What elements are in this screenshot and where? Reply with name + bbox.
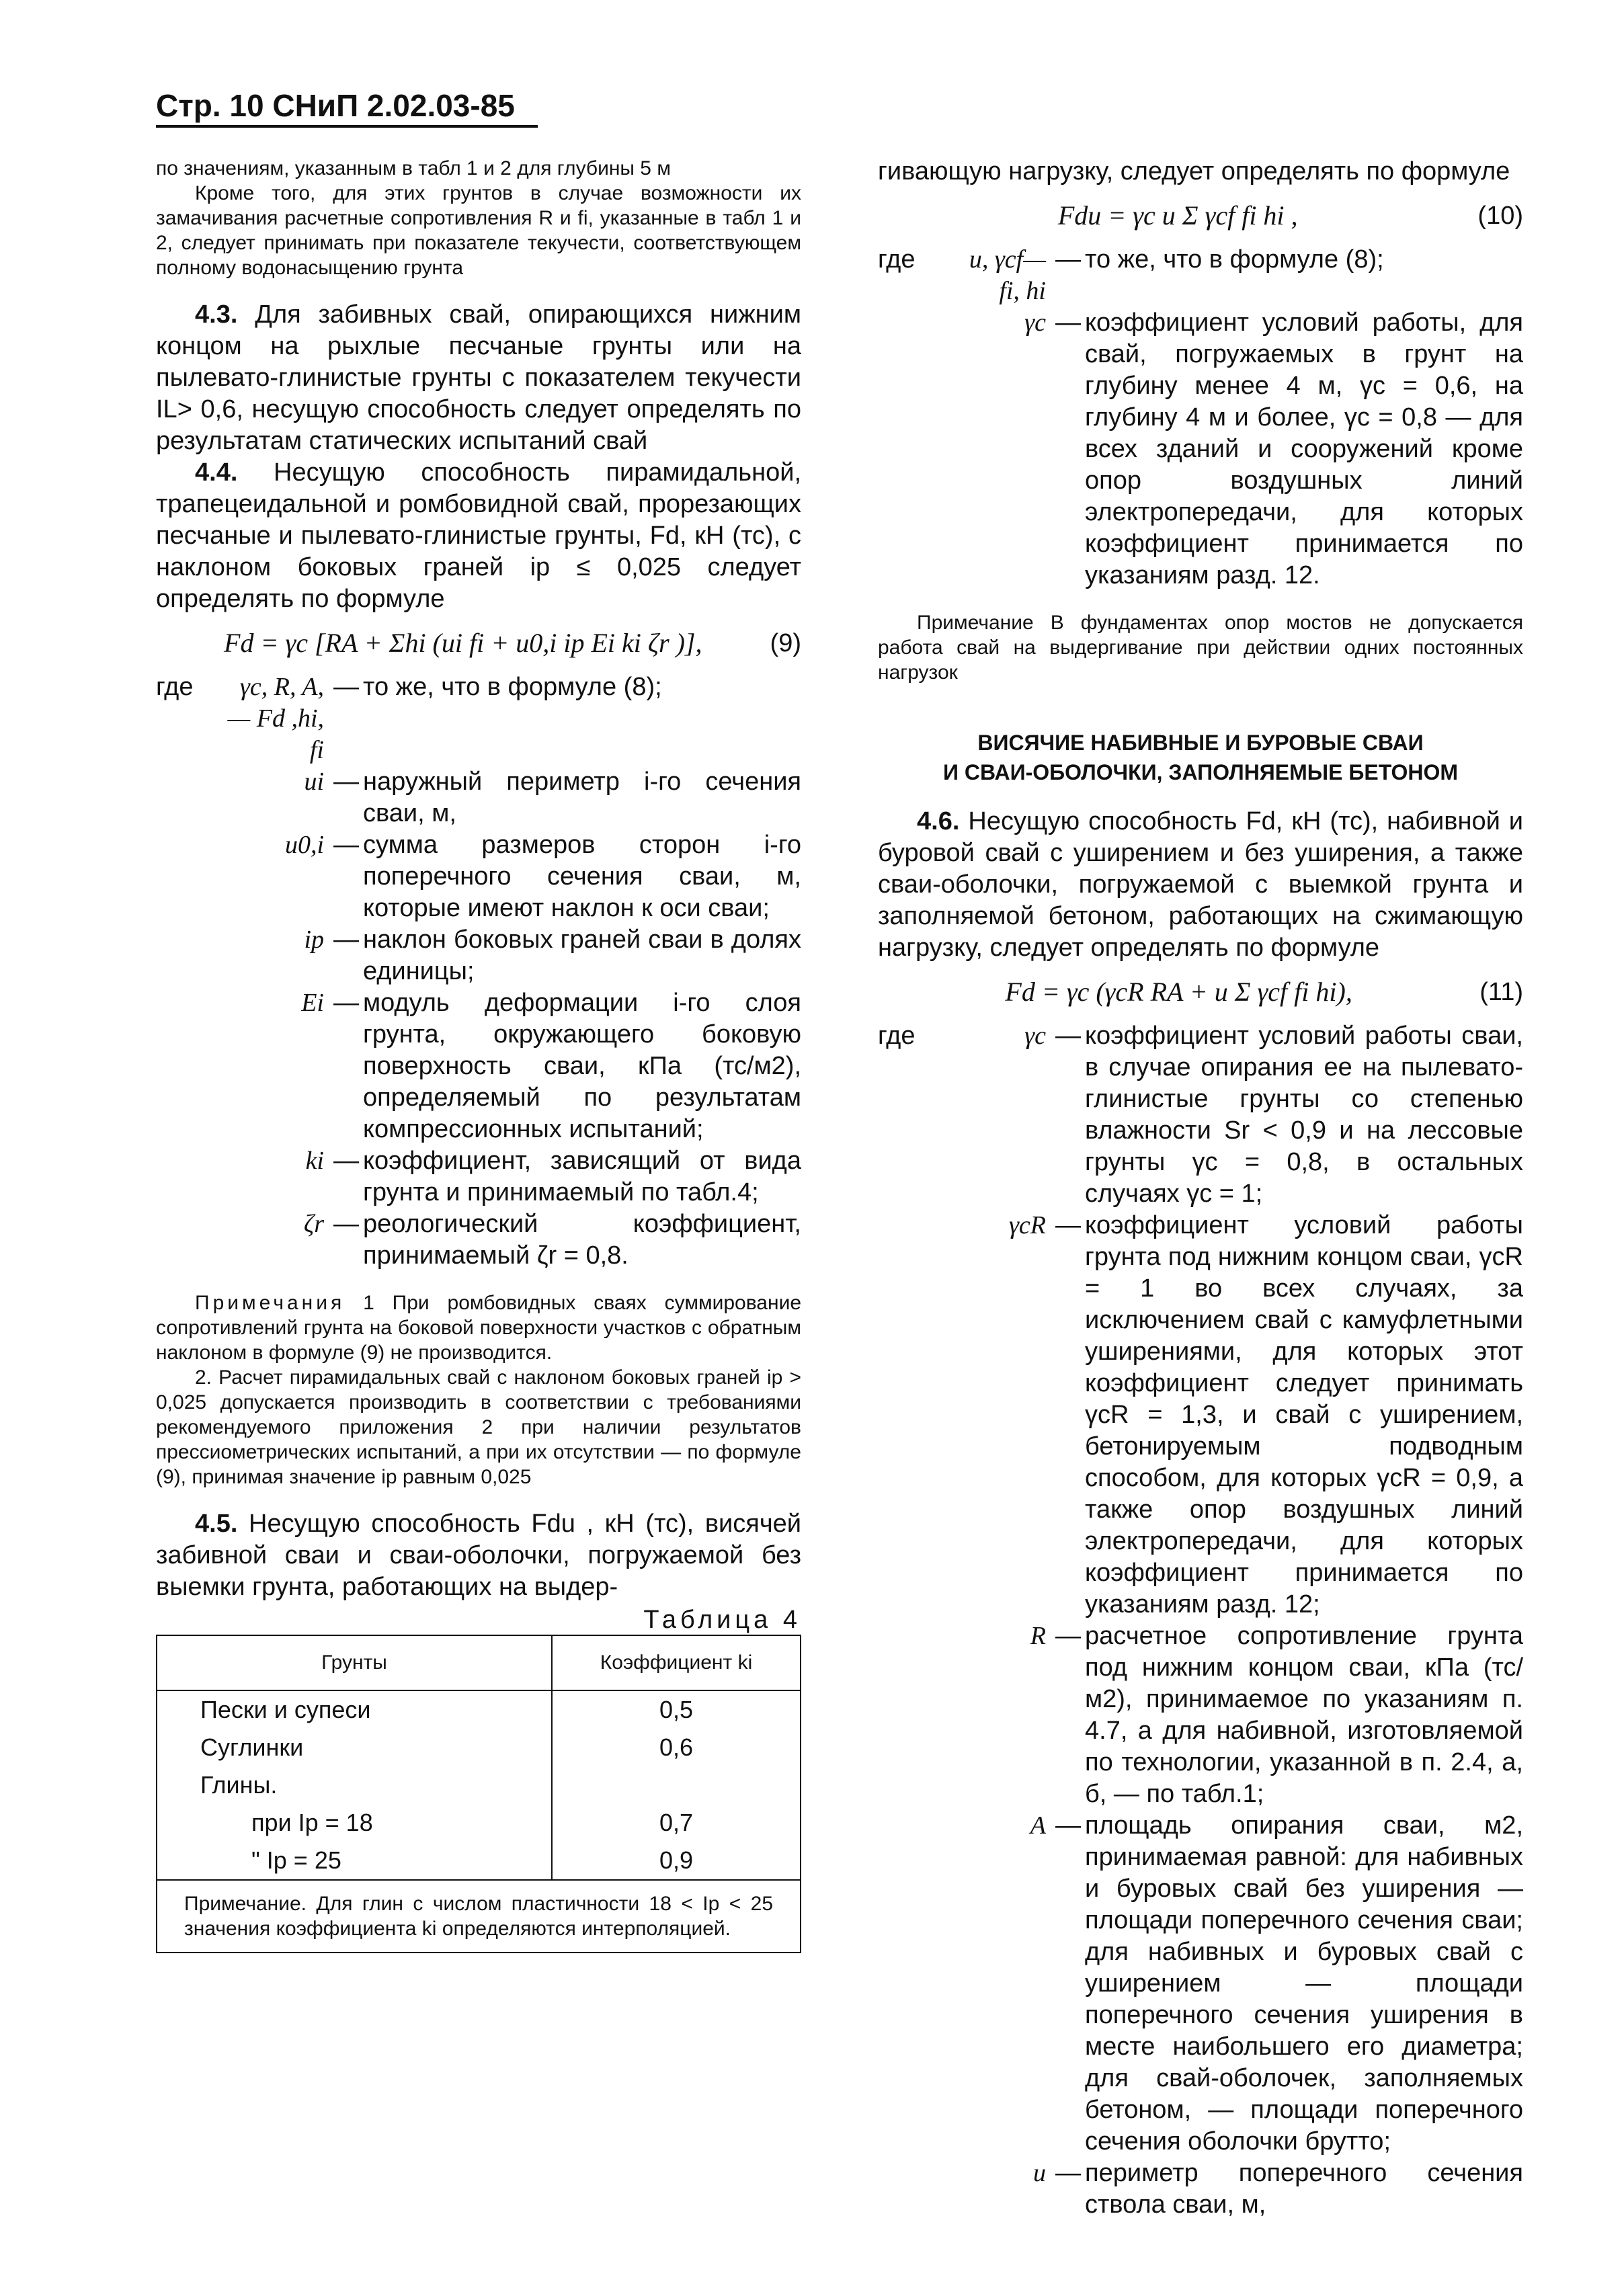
definition-lead [156,987,223,1145]
definition-lead [878,307,945,591]
definition-dash: — [333,768,359,796]
definition-dash: — [1055,1022,1081,1050]
right-column [878,156,1523,2221]
definition-row [878,1810,1523,2158]
clause-number: 4.3. [195,300,238,329]
definition-row [878,244,1523,307]
table-header: Коэффициент ki [552,1635,801,1690]
coefficient-cell: 0,7 [552,1804,801,1842]
definition-symbol: Ei [301,989,324,1017]
note-text: 2. Расчет пирамидальных свай с наклоном боковых граней ip > 0,025 допускается производить в соответствии с требованиями рекомендуемого приложения 2 при наличии результатов прессиометрических испытаний, а при их отсутствии — по формуле (9), принимая значение ip равным 0,025 [156,1366,801,1488]
definition-lead [878,1210,945,1621]
clause-text: Несущую способность Fdu , кН (тс), висячей забивной сваи и сваи-оболочки, погружаемой без выемки грунта, работающих на выдер- [156,1510,801,1601]
table-note: Примечание. Для глин с числом пластичности 18 < Ip < 25 значения коэффициента ki определяются интерполяцией. [157,1880,801,1953]
definition-list [156,671,801,1272]
definition-row [878,1020,1523,1210]
definition-text: то же, что в формуле (8); [363,673,662,701]
definition-text: коэффициент условий работы, для свай, погружаемых в грунт на глубину менее 4 м, γc = 0,6, на глубину 4 м и более, γc = 0,8 — для всех зданий и сооружений кроме опор воздушных линий электропередачи, для которых коэффициент принимается по указаниям разд. 12. [1085,309,1523,589]
definition-row [156,987,801,1145]
definition-dash: — [333,831,359,859]
formula-10 [878,198,1523,233]
table-row [157,1729,801,1766]
definition-symbol: γcR [1008,1211,1046,1239]
clause-4-4 [156,457,801,615]
definition-dash: — [1055,1211,1081,1239]
definition-symbol: ip [304,926,324,954]
definition-dash: — [333,1210,359,1238]
definition-text: наклон боковых граней сваи в долях единицы; [363,926,801,985]
definition-lead: где [156,673,194,701]
definition-row [156,671,801,766]
definition-dash: — [1055,1811,1081,1840]
definition-row [878,1621,1523,1810]
definition-dash: — [333,1147,359,1175]
definition-dash: — [1055,2159,1081,2187]
definition-lead [156,1145,223,1208]
table-note-row [157,1880,801,1953]
definition-list [878,1020,1523,2221]
continuation-text: по значениям, указанным в табл 1 и 2 для глубины 5 м [156,157,671,179]
formula-expression: Fd = γc [RA + Σhi (ui fi + u0,i ip Ei ki ζr )], [224,628,702,658]
definition-text: реологический коэффициент, принимаемый ζr = 0,8. [363,1210,801,1270]
definition-symbol: R [1030,1622,1046,1650]
table-row [157,1690,801,1729]
definition-row [878,2158,1523,2221]
definition-lead [156,766,223,829]
definition-text: сумма размеров сторон i-го поперечного сечения сваи, м, которые имеют наклон к оси сваи; [363,831,801,922]
note-text: Примечание В фундаментах опор мостов не допускается работа свай на выдергивание при действии одних постоянных нагрузок [878,612,1523,684]
definition-text: периметр поперечного сечения ствола сваи, м, [1085,2159,1523,2219]
definition-dash: — [1055,1622,1081,1650]
definition-text: коэффициент условий работы грунта под нижним концом сваи, γcR = 1 во всех случаях, за исключением свай с камуфлетными уширениями, для которых этот коэффициент следует принимать γcR = 1,3, и свай с уширением, бетонируемым подводным способом, для которых γcR = 0,9, а также опор воздушных линий электропередачи, для которых коэффициент принимается по указаниям разд. 12; [1085,1211,1523,1618]
coefficient-cell: 0,5 [552,1690,801,1729]
definition-text: площадь опирания сваи, м2, принимаемая равной: для набивных и буровых свай без уширения — площади поперечного сечения сваи; для набивных и буровых свай с уширением — площади поперечного сечения уширения в месте наибольшего его диаметра; для свай-оболочек, заполняемых бетоном, — площади поперечного сечения оболочки брутто; [1085,1811,1523,2156]
definition-text: коэффициент условий работы сваи, в случае опирания ее на пылевато-глинистые грунты со степенью влажности Sr < 0,9 и на лессовые грунты γc = 0,8, в остальных случаях γc = 1; [1085,1022,1523,1208]
formula-11 [878,975,1523,1010]
definition-lead [156,829,223,924]
definition-row [878,307,1523,591]
definition-symbol: ui [304,768,324,796]
definition-dash: — [333,673,359,701]
definition-row [156,1208,801,1272]
definition-row [156,829,801,924]
definition-lead: где [878,1022,916,1050]
definition-text: расчетное сопротивление грунта под нижним концом сваи, кПа (тс/м2), принимаемое по указаниям п. 4.7, а для набивной, изготовляемой по технологии, указанной в п. 2.4, а, б, — по табл.1; [1085,1622,1523,1808]
definition-lead: где [878,245,916,274]
definition-dash: — [333,926,359,954]
definition-text: модуль деформации i-го слоя грунта, окружающего боковую поверхность сваи, кПа (тс/м2), определяемый по результатам компрессионных испытаний; [363,989,801,1143]
continuation-text: гивающую нагрузку, следует определять по формуле [878,157,1510,186]
definition-row [156,1145,801,1208]
definition-dash: — [333,989,359,1017]
definition-symbol: γc [1024,309,1046,337]
table-4 [156,1635,801,1953]
definition-symbol: γc, R, A, — Fd ,hi, fi [227,673,324,764]
left-column [156,156,801,1953]
formula-number: (10) [1477,202,1523,230]
definition-lead [878,1621,945,1810]
soil-cell: при Ip = 18 [251,1809,373,1836]
soil-cell: Пески и супеси [200,1696,371,1723]
definition-lead [156,924,223,987]
definition-symbol: ki [305,1147,324,1175]
coefficient-cell [552,1766,801,1804]
definition-symbol: u [1033,2159,1046,2187]
definition-text: то же, что в формуле (8); [1085,245,1384,274]
definition-dash: — [1055,309,1081,337]
definition-text: коэффициент, зависящий от вида грунта и принимаемый по табл.4; [363,1147,801,1206]
definition-symbol: A [1030,1811,1046,1840]
definition-symbol: γc [1024,1022,1046,1050]
definition-row [878,1210,1523,1621]
page-header: Стр. 10 СНиП 2.02.03-85 [156,88,515,123]
heading-line: И СВАИ-ОБОЛОЧКИ, ЗАПОЛНЯЕМЫЕ БЕТОНОМ [943,760,1458,784]
definition-symbol: u0,i [284,831,324,859]
clause-4-6 [878,806,1523,964]
clause-text: Для забивных свай, опирающихся нижним концом на рыхлые песчаные грунты или на пылевато-глинистые грунты с показателем текучести IL> 0,6, несущую способность следует определять по результатам статических испытаний свай [156,300,801,455]
section-heading [878,728,1523,787]
definition-row [156,924,801,987]
definition-row [156,766,801,829]
formula-number: (9) [770,629,801,657]
formula-expression: Fd = γc (γcR RA + u Σ γcf fi hi), [1005,977,1352,1007]
coefficient-cell: 0,9 [552,1842,801,1880]
definition-dash: — [1055,245,1081,274]
table-caption: Таблица 4 [643,1606,801,1634]
clause-number: 4.6. [917,807,960,835]
formula-expression: Fdu = γc u Σ γcf fi hi , [1057,200,1298,231]
heading-line: ВИСЯЧИЕ НАБИВНЫЕ И БУРОВЫЕ СВАИ [977,731,1424,755]
definition-text: наружный периметр i-го сечения сваи, м, [363,768,801,827]
definition-lead [878,2158,945,2221]
soil-cell: Суглинки [200,1733,304,1761]
clause-text: Несущую способность пирамидальной, трапецеидальной и ромбовидной свай, прорезающих песчаные и пылевато-глинистые грунты, Fd, кН (тс), с наклоном боковых граней ip ≤ 0,025 следует определять по формуле [156,458,802,613]
table-row [157,1842,801,1880]
header-rule [156,125,538,128]
notes [156,1290,801,1365]
definition-lead [878,1810,945,2158]
clause-number: 4.4. [195,458,238,487]
clause-text: Несущую способность Fd, кН (тс), набивной и буровой свай с уширением и без уширения, а также сваи-оболочки, погружаемой с выемкой грунта и заполняемой бетоном, работающих на сжимающую нагрузку, следует определять по формуле [878,807,1524,962]
definition-symbol: ζr [303,1210,324,1238]
formula-number: (11) [1479,978,1523,1006]
clause-4-3 [156,299,801,457]
table-header: Грунты [157,1635,552,1690]
coefficient-cell: 0,6 [552,1729,801,1766]
notes-label: Примечания [195,1292,346,1314]
formula-9 [156,626,801,661]
soil-cell: " Ip = 25 [251,1846,341,1874]
note-text: 1 При ромбовидных сваях суммирование сопротивлений грунта на боковой поверхности участков с обратным наклоном в формуле (9) не производится. [156,1292,802,1364]
clause-number: 4.5. [195,1510,238,1538]
definition-list [878,244,1523,591]
paragraph-text: Кроме того, для этих грунтов в случае возможности их замачивания расчетные сопротивления R и fi, указанные в табл 1 и 2, следует принимать при показателе текучести, соответствующем полному водонасыщению грунта [156,182,801,279]
clause-4-5 [156,1508,801,1603]
definition-symbol: u, γcf— fi, hi [969,245,1046,305]
table-row [157,1804,801,1842]
definition-lead [156,1208,223,1272]
soil-cell: Глины. [200,1771,278,1799]
table-row [157,1766,801,1804]
